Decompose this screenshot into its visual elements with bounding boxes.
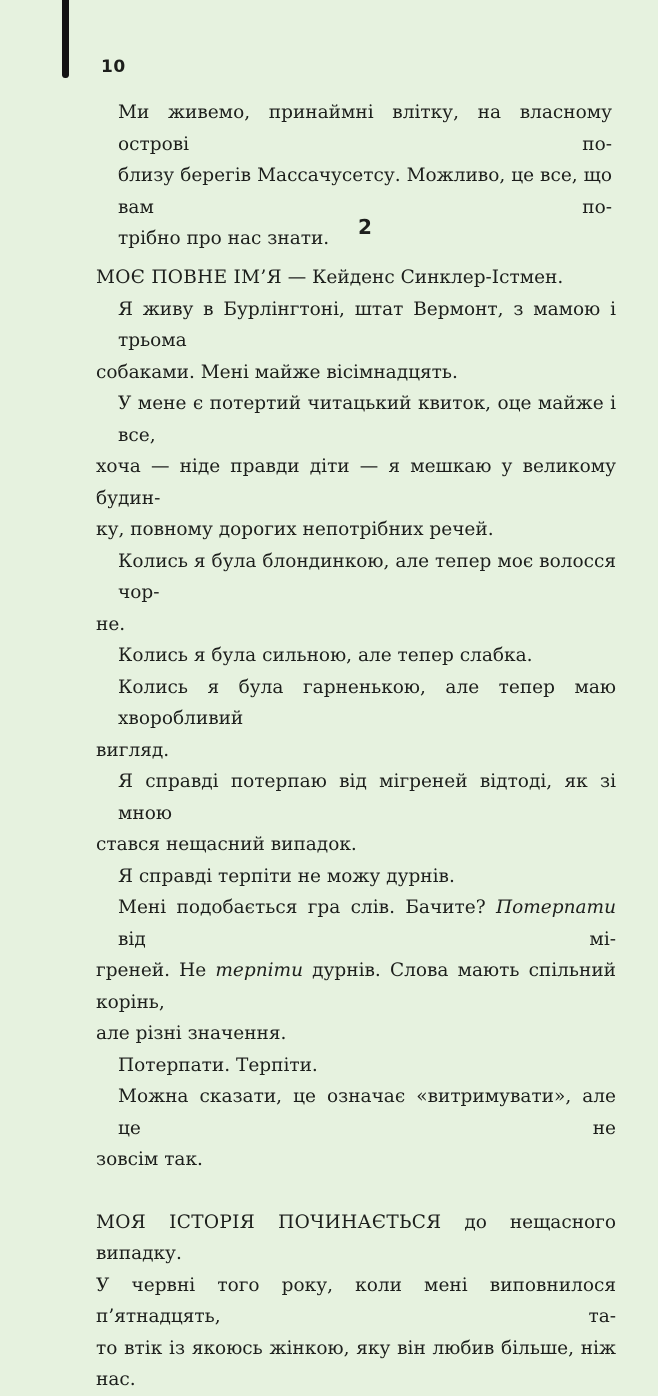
paragraph-9-text-c: греней. Не (96, 960, 216, 981)
paragraph-2 (96, 294, 616, 357)
paragraph-3-line-3: ку, повному дорогих непотрібних речей. (96, 519, 494, 540)
intro-line-3: трібно про нас знати. (118, 228, 330, 249)
paragraph-8-line-1: Я справді терпіти не можу дурнів. (118, 865, 455, 887)
paragraph-12-line-2: У червні того року, коли мені виповнилося п’ятнадцять, та- (96, 1274, 616, 1327)
paragraph-9-text-d: дурнів. Слова мають спільний корінь, (96, 960, 616, 1013)
paragraph-9-emphasis-2: терпіти (215, 960, 303, 981)
intro-line-2: близу берегів Массачусетсу. Можливо, це все, що вам по- (118, 165, 612, 218)
paragraph-12-line-1 (96, 1207, 616, 1270)
paragraph-9-line-2 (96, 955, 616, 1018)
chapter-body (96, 262, 616, 1396)
paragraph-6-line-1: Колись я була гарненькою, але тепер маю хворобливий (118, 676, 616, 729)
paragraph-7-line-2: стався нещасний випадок. (96, 834, 357, 855)
intro-line-1: Ми живемо, принаймні влітку, на власному острові по- (118, 102, 612, 155)
paragraph-7-line-1: Я справді потерпаю від мігреней відтоді, як зі мною (118, 771, 616, 824)
paragraph-4-line-2: не. (96, 613, 126, 635)
chapter-number: 2 (358, 215, 372, 239)
paragraph-9-text-a: Мені подобається гра слів. Бачите? (118, 897, 496, 918)
paragraph-1 (96, 262, 616, 294)
paragraph-10-line-1: Потерпати. Терпіти. (118, 1054, 318, 1076)
paragraph-2-line-2: собаками. Мені майже вісімнадцять. (96, 361, 458, 383)
spine-edge (62, 0, 69, 78)
paragraph-9-line-3: але різні значення. (96, 1023, 287, 1044)
paragraph-5-line-1: Колись я була сильною, але тепер слабка. (118, 645, 533, 666)
paragraph-1-text: — Кейденс Синклер-Істмен. (281, 267, 564, 288)
paragraph-12-line-3: то втік із якоюсь жінкою, яку він любив більше, ніж нас. (96, 1337, 616, 1390)
paragraph-11-line-2: зовсім так. (96, 1149, 203, 1170)
paragraph-9-line-1 (118, 892, 616, 955)
paragraph-3-line-2: хоча — ніде правди діти — я мешкаю у великому будин- (96, 456, 616, 509)
paragraph-6-line-2: вигляд. (96, 739, 170, 761)
paragraph-12-caps: МОЯ ІСТОРІЯ ПОЧИНАЄТЬСЯ (96, 1211, 442, 1233)
paragraph-1-caps: МОЄ ПОВНЕ ІМ’Я (96, 267, 282, 288)
paragraph-9-text-b: від мі- (118, 928, 616, 950)
paragraph-2-line-1: Я живу в Бурлінгтоні, штат Вермонт, з мамою і трьома (118, 298, 616, 351)
paragraph-11-line-1: Можна сказати, це означає «витримувати», але це не (118, 1086, 616, 1139)
paragraph-3-line-1: У мене є потертий читацький квиток, оце майже і все, (118, 393, 616, 446)
paragraph-12-text: до нещасного випадку. (96, 1211, 616, 1264)
paragraph-9-emphasis-1: Потерпати (495, 897, 616, 918)
paragraph-4-line-1: Колись я була блондинкою, але тепер моє волосся чор- (118, 550, 616, 603)
page-number: 10 (101, 57, 126, 77)
